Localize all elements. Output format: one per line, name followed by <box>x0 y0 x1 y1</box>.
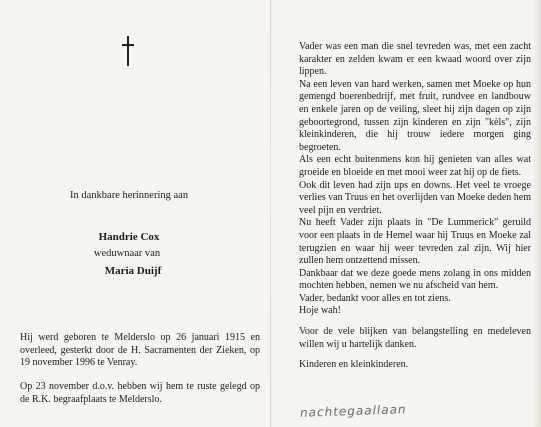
cross-icon <box>122 36 134 66</box>
handwritten-signature: nachtegaallaan <box>299 402 407 420</box>
fold-line <box>270 0 271 427</box>
paragraph-work-life: Na een leven van hard werken, samen met Moeke op hun gemengd boerenbedrijf, met fruit, rundvee en landbouw en enkele jaren op de veiling, sleet hij zijn dagen op zijn geboortegrond, tussen zijn kinderen en zijn "kèls", zijn kleinkinderen, die hij trouw iedere morgen ging begroeten. <box>299 78 531 153</box>
right-panel <box>299 41 531 372</box>
paragraph-lummerick: Nu heeft Vader zijn plaats in "De Lummerick" geruild voor een plaats in de Hemel waar hij Truus en Moeke zal terugzien en waar hij weer tevreden zal zijn. Wij hier zullen hem ontzettend missen. <box>299 217 531 267</box>
spouse-name: Maria Duijf <box>104 265 162 277</box>
left-panel <box>0 0 270 427</box>
paragraph-character: Vader was een man die snel tevreden was, met een zacht karakter en zelden kwam er een kwaad woord over zijn lippen. <box>299 41 531 78</box>
widower-of-line: weduwnaar van <box>93 248 161 259</box>
closing-signoff: Kinderen en kleinkinderen. <box>299 359 409 371</box>
card-edge-shadow <box>533 0 541 427</box>
paragraph-farewell: Dankbaar dat we deze goede mens zolang in ons midden mochten hebben, nemen we nu afscheid van hem. <box>299 267 531 292</box>
burial-paragraph: Op 23 november d.o.v. hebben wij hem te ruste gelegd op de R.K. begraafplaats te Melderslo. <box>20 381 260 405</box>
in-memory-line: In dankbare herinnering aan <box>70 190 189 201</box>
birth-death-paragraph: Hij werd geboren te Melderslo op 26 januari 1915 en overleed, gesterkt door de H. Sacramenten der Zieken, op 19 november 1996 te Venray. <box>20 332 260 369</box>
thanks-paragraph: Voor de vele blijken van belangstelling en medeleven willen wij u hartelijk danken. <box>299 326 531 350</box>
paragraph-outdoors: Als een echt buitenmens kon hij genieten van alles wat groeide en bloeide en met mooi weer zat hij op de fiets. <box>299 154 531 178</box>
paragraph-thanks-father: Vader, bedankt voor alles en tot ziens. <box>299 292 451 304</box>
deceased-name: Handrie Cox <box>98 231 160 243</box>
paragraph-ups-downs: Ook dit leven had zijn ups en downs. Het veel te vroege verlies van Truus en het overlijden van Moeke deden hem veel pijn en verdriet. <box>299 179 531 216</box>
paragraph-hoje-wah: Hoje wah! <box>299 305 341 317</box>
